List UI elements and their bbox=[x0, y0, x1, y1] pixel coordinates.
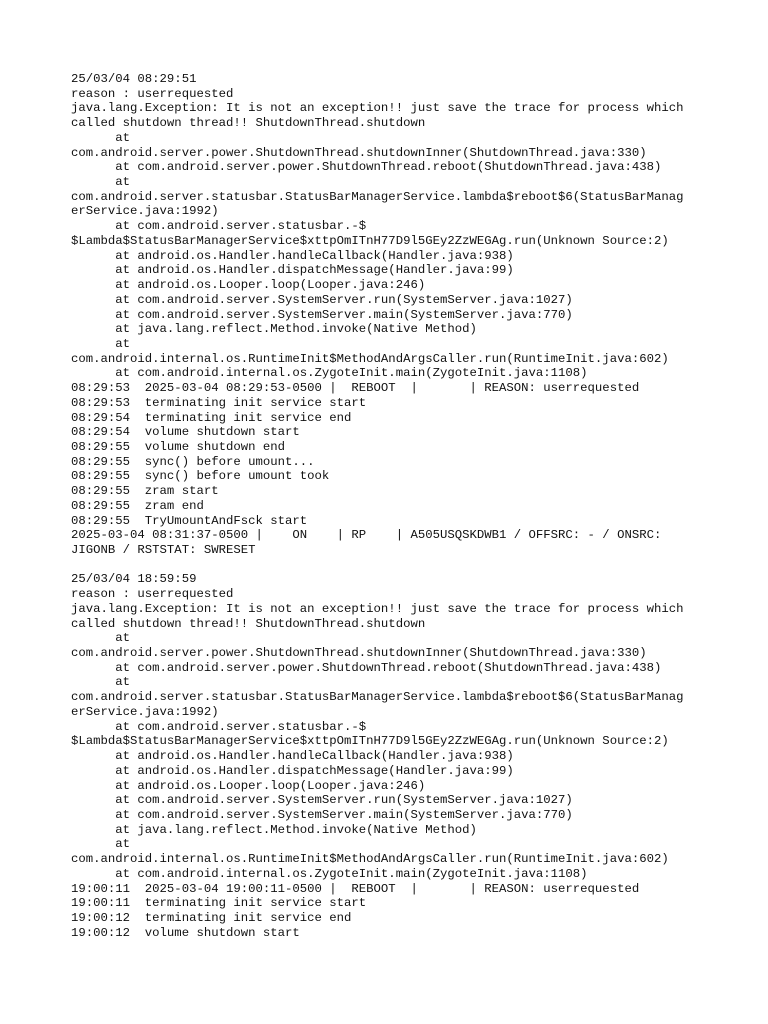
log-line: 08:29:54 volume shutdown start bbox=[71, 425, 300, 440]
log-line: at android.os.Looper.loop(Looper.java:246) bbox=[71, 778, 426, 793]
log-line: at java.lang.reflect.Method.invoke(Native Method) bbox=[71, 322, 477, 337]
log-line: com.android.server.statusbar.StatusBarManagerService.lambda$reboot$6(StatusBarManag bbox=[71, 189, 684, 204]
log-line: 08:29:55 TryUmountAndFsck start bbox=[71, 513, 308, 528]
log-line: 08:29:55 zram end bbox=[71, 498, 204, 513]
log-line: at com.android.internal.os.ZygoteInit.main(ZygoteInit.java:1108) bbox=[71, 866, 588, 881]
log-line: com.android.server.power.ShutdownThread.shutdownInner(ShutdownThread.java:330) bbox=[71, 646, 647, 661]
log-line: com.android.server.statusbar.StatusBarManagerService.lambda$reboot$6(StatusBarManag bbox=[71, 690, 684, 705]
log-line: at bbox=[71, 675, 131, 690]
log-line: 08:29:53 2025-03-04 08:29:53-0500 | REBOOT | | REASON: userrequested bbox=[71, 381, 640, 396]
log-line: com.android.server.power.ShutdownThread.shutdownInner(ShutdownThread.java:330) bbox=[71, 145, 647, 160]
log-line: at android.os.Handler.dispatchMessage(Handler.java:99) bbox=[71, 263, 514, 278]
log-line: 08:29:55 sync() before umount took bbox=[71, 469, 330, 484]
log-line: at bbox=[71, 631, 131, 646]
log-line: at bbox=[71, 837, 131, 852]
log-line: at com.android.server.statusbar.-$ bbox=[71, 219, 367, 234]
log-line: erService.java:1992) bbox=[71, 704, 219, 719]
log-line: java.lang.Exception: It is not an exception!! just save the trace for process which bbox=[71, 101, 684, 116]
log-line: $Lambda$StatusBarManagerService$xttpOmITnH77D9l5GEy2ZzWEGAg.run(Unknown Source:2) bbox=[71, 233, 669, 248]
log-line: at bbox=[71, 130, 131, 145]
log-line: at bbox=[71, 175, 131, 190]
log-line: at com.android.server.SystemServer.main(SystemServer.java:770) bbox=[71, 307, 573, 322]
log-line: com.android.internal.os.RuntimeInit$MethodAndArgsCaller.run(RuntimeInit.java:602) bbox=[71, 351, 669, 366]
log-line: 25/03/04 08:29:51 bbox=[71, 72, 197, 86]
log-line: 08:29:54 terminating init service end bbox=[71, 410, 352, 425]
log-line: at com.android.server.SystemServer.run(SystemServer.java:1027) bbox=[71, 292, 573, 307]
log-line: at com.android.server.SystemServer.main(SystemServer.java:770) bbox=[71, 807, 573, 822]
log-line: at com.android.server.power.ShutdownThread.reboot(ShutdownThread.java:438) bbox=[71, 160, 662, 175]
log-line: reason : userrequested bbox=[71, 587, 234, 602]
log-line: erService.java:1992) bbox=[71, 204, 219, 219]
log-line: at bbox=[71, 336, 131, 351]
log-text bbox=[71, 72, 711, 940]
log-line: at android.os.Handler.handleCallback(Handler.java:938) bbox=[71, 248, 514, 263]
log-line: at com.android.server.statusbar.-$ bbox=[71, 719, 367, 734]
log-line: 19:00:11 terminating init service start bbox=[71, 896, 367, 911]
log-line: 08:29:53 terminating init service start bbox=[71, 395, 367, 410]
log-line: at com.android.server.power.ShutdownThread.reboot(ShutdownThread.java:438) bbox=[71, 660, 662, 675]
log-line: 19:00:12 terminating init service end bbox=[71, 910, 352, 925]
log-line: at android.os.Handler.handleCallback(Handler.java:938) bbox=[71, 749, 514, 764]
log-line: 2025-03-04 08:31:37-0500 | ON | RP | A505USQSKDWB1 / OFFSRC: - / ONSRC: bbox=[71, 528, 662, 543]
log-line: 19:00:12 volume shutdown start bbox=[71, 925, 300, 940]
log-line: 08:29:55 zram start bbox=[71, 484, 219, 499]
log-line: 08:29:55 sync() before umount... bbox=[71, 454, 315, 469]
log-line: at java.lang.reflect.Method.invoke(Native Method) bbox=[71, 822, 477, 837]
log-line: 19:00:11 2025-03-04 19:00:11-0500 | REBOOT | | REASON: userrequested bbox=[71, 881, 640, 896]
log-line: JIGONB / RSTSTAT: SWRESET bbox=[71, 543, 256, 557]
log-line: 08:29:55 volume shutdown end bbox=[71, 439, 286, 454]
log-line: 25/03/04 18:59:59 bbox=[71, 572, 197, 587]
log-line: at android.os.Handler.dispatchMessage(Handler.java:99) bbox=[71, 763, 514, 778]
log-line: called shutdown thread!! ShutdownThread.shutdown bbox=[71, 616, 426, 631]
log-line bbox=[71, 558, 711, 573]
log-line: at com.android.internal.os.ZygoteInit.main(ZygoteInit.java:1108) bbox=[71, 366, 588, 381]
log-line: com.android.internal.os.RuntimeInit$MethodAndArgsCaller.run(RuntimeInit.java:602) bbox=[71, 852, 669, 867]
log-line: at android.os.Looper.loop(Looper.java:246) bbox=[71, 278, 426, 293]
log-line: java.lang.Exception: It is not an exception!! just save the trace for process which bbox=[71, 601, 684, 616]
log-line: reason : userrequested bbox=[71, 86, 234, 101]
log-line: called shutdown thread!! ShutdownThread.shutdown bbox=[71, 116, 426, 131]
log-line: at com.android.server.SystemServer.run(SystemServer.java:1027) bbox=[71, 793, 573, 808]
log-line: $Lambda$StatusBarManagerService$xttpOmITnH77D9l5GEy2ZzWEGAg.run(Unknown Source:2) bbox=[71, 734, 669, 749]
